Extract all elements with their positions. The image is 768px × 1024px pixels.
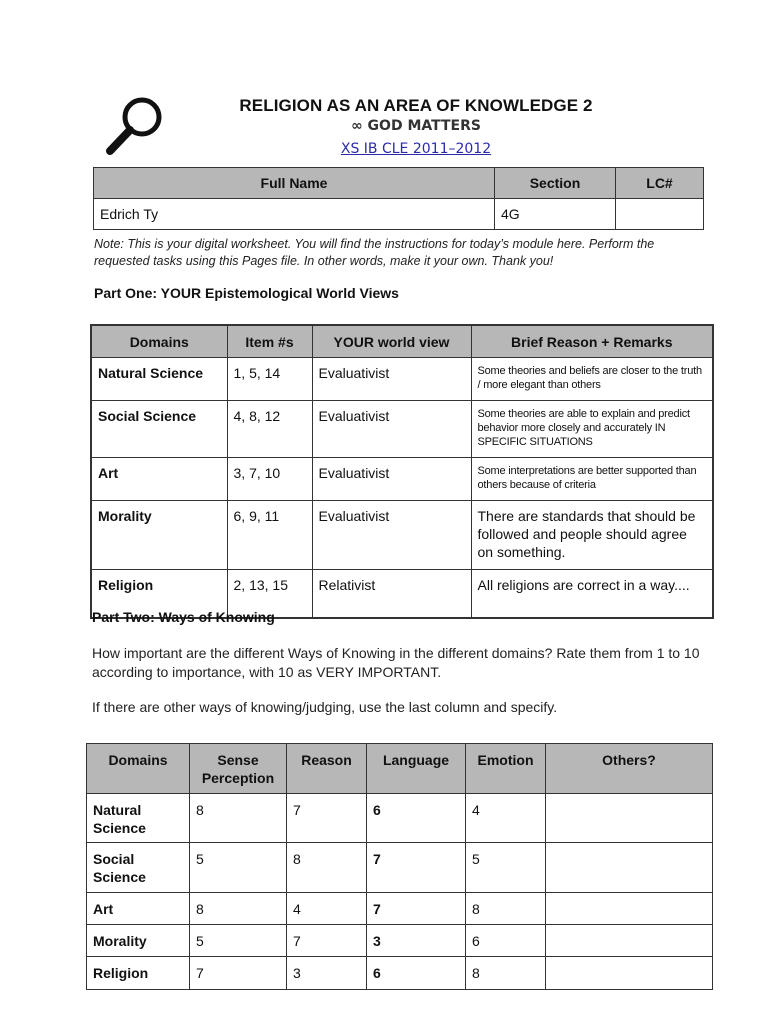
domain-cell: Natural Science	[91, 358, 227, 401]
header-domains: Domains	[91, 325, 227, 358]
domain-cell: Morality	[87, 925, 190, 957]
world-view-cell[interactable]: Evaluativist	[312, 501, 471, 570]
others-cell[interactable]	[546, 843, 713, 893]
page-title: RELIGION AS AN AREA OF KNOWLEDGE 2	[239, 96, 593, 115]
part-one-heading: Part One: YOUR Epistemological World Views	[94, 285, 399, 301]
header-sense-perception: Sense Perception	[190, 744, 287, 794]
language-cell[interactable]: 6	[367, 794, 466, 843]
section-cell[interactable]: 4G	[495, 199, 616, 230]
part-two-heading: Part Two: Ways of Knowing	[92, 609, 275, 625]
page-subtitle: ∞ GOD MATTERS	[351, 118, 481, 134]
domain-cell: Religion	[91, 570, 227, 618]
language-cell[interactable]: 6	[367, 957, 466, 990]
table-row	[87, 893, 713, 925]
sense-perception-cell[interactable]: 5	[190, 843, 287, 893]
ways-of-knowing-table	[86, 743, 713, 990]
remarks-cell[interactable]: Some theories are able to explain and predict behavior more closely and accurately IN SPECIFIC SITUATIONS	[471, 401, 713, 458]
header-world-view: YOUR world view	[312, 325, 471, 358]
table-header-row	[91, 325, 713, 358]
item-numbers-cell[interactable]: 3, 7, 10	[227, 458, 312, 501]
header-section: Section	[495, 168, 616, 199]
remarks-cell[interactable]: Some interpretations are better supported than others because of criteria	[471, 458, 713, 501]
others-cell[interactable]	[546, 794, 713, 843]
header-language: Language	[367, 744, 466, 794]
domain-cell: Natural Science	[87, 794, 190, 843]
sense-perception-cell[interactable]: 8	[190, 893, 287, 925]
item-numbers-cell[interactable]: 1, 5, 14	[227, 358, 312, 401]
domain-cell: Morality	[91, 501, 227, 570]
worksheet-note: Note: This is your digital worksheet. You will find the instructions for today’s module here. Perform the requested tasks using this Pages file. In other words, make it your own. Thank you!	[94, 237, 655, 268]
student-info-table	[93, 167, 704, 230]
others-cell[interactable]	[546, 893, 713, 925]
world-view-cell[interactable]: Evaluativist	[312, 458, 471, 501]
emotion-cell[interactable]: 6	[466, 925, 546, 957]
course-link[interactable]	[200, 141, 632, 157]
world-view-cell[interactable]: Evaluativist	[312, 358, 471, 401]
sense-perception-cell[interactable]: 7	[190, 957, 287, 990]
item-numbers-cell[interactable]: 4, 8, 12	[227, 401, 312, 458]
table-row	[94, 199, 704, 230]
table-row	[87, 925, 713, 957]
header-reason: Reason	[287, 744, 367, 794]
table-header-row	[94, 168, 704, 199]
table-row	[87, 794, 713, 843]
domain-cell: Religion	[87, 957, 190, 990]
table-row	[91, 501, 713, 570]
table-row	[91, 458, 713, 501]
table-row	[91, 401, 713, 458]
remarks-cell[interactable]: There are standards that should be followed and people should agree on something.	[471, 501, 713, 570]
remarks-cell[interactable]: Some theories and beliefs are closer to the truth / more elegant than others	[471, 358, 713, 401]
world-views-table	[90, 324, 714, 619]
table-row	[87, 957, 713, 990]
header-lc: LC#	[616, 168, 704, 199]
domain-cell: Art	[87, 893, 190, 925]
lc-cell[interactable]	[616, 199, 704, 230]
language-cell[interactable]: 7	[367, 843, 466, 893]
domain-cell: Social Science	[91, 401, 227, 458]
table-row	[87, 843, 713, 893]
remarks-cell[interactable]: All religions are correct in a way....	[471, 570, 713, 618]
header-emotion: Emotion	[466, 744, 546, 794]
domain-cell: Social Science	[87, 843, 190, 893]
header-full-name: Full Name	[94, 168, 495, 199]
language-cell[interactable]: 7	[367, 893, 466, 925]
reason-cell[interactable]: 3	[287, 957, 367, 990]
others-cell[interactable]	[546, 925, 713, 957]
item-numbers-cell[interactable]: 6, 9, 11	[227, 501, 312, 570]
reason-cell[interactable]: 7	[287, 925, 367, 957]
emotion-cell[interactable]: 8	[466, 957, 546, 990]
full-name-cell[interactable]: Edrich Ty	[94, 199, 495, 230]
domain-cell: Art	[91, 458, 227, 501]
sense-perception-cell[interactable]: 8	[190, 794, 287, 843]
course-link-text: XS IB CLE 2011–2012	[340, 141, 492, 157]
header-item-numbers: Item #s	[227, 325, 312, 358]
language-cell[interactable]: 3	[367, 925, 466, 957]
instructions-paragraph: If there are other ways of knowing/judging, use the last column and specify.	[92, 699, 558, 715]
others-cell[interactable]	[546, 957, 713, 990]
emotion-cell[interactable]: 4	[466, 794, 546, 843]
reason-cell[interactable]: 4	[287, 893, 367, 925]
emotion-cell[interactable]: 8	[466, 893, 546, 925]
world-view-cell[interactable]: Relativist	[312, 570, 471, 618]
reason-cell[interactable]: 8	[287, 843, 367, 893]
table-row	[91, 358, 713, 401]
reason-cell[interactable]: 7	[287, 794, 367, 843]
magnifying-glass-icon	[104, 93, 168, 157]
header-domains: Domains	[87, 744, 190, 794]
instructions-paragraph: How important are the different Ways of Knowing in the different domains? Rate them from 1 to 10 according to importance, with 10 as VERY IMPORTANT.	[92, 645, 700, 680]
table-header-row	[87, 744, 713, 794]
header-reason-remarks: Brief Reason + Remarks	[471, 325, 713, 358]
world-view-cell[interactable]: Evaluativist	[312, 401, 471, 458]
emotion-cell[interactable]: 5	[466, 843, 546, 893]
sense-perception-cell[interactable]: 5	[190, 925, 287, 957]
item-numbers-cell[interactable]: 2, 13, 15	[227, 570, 312, 618]
header-others: Others?	[546, 744, 713, 794]
